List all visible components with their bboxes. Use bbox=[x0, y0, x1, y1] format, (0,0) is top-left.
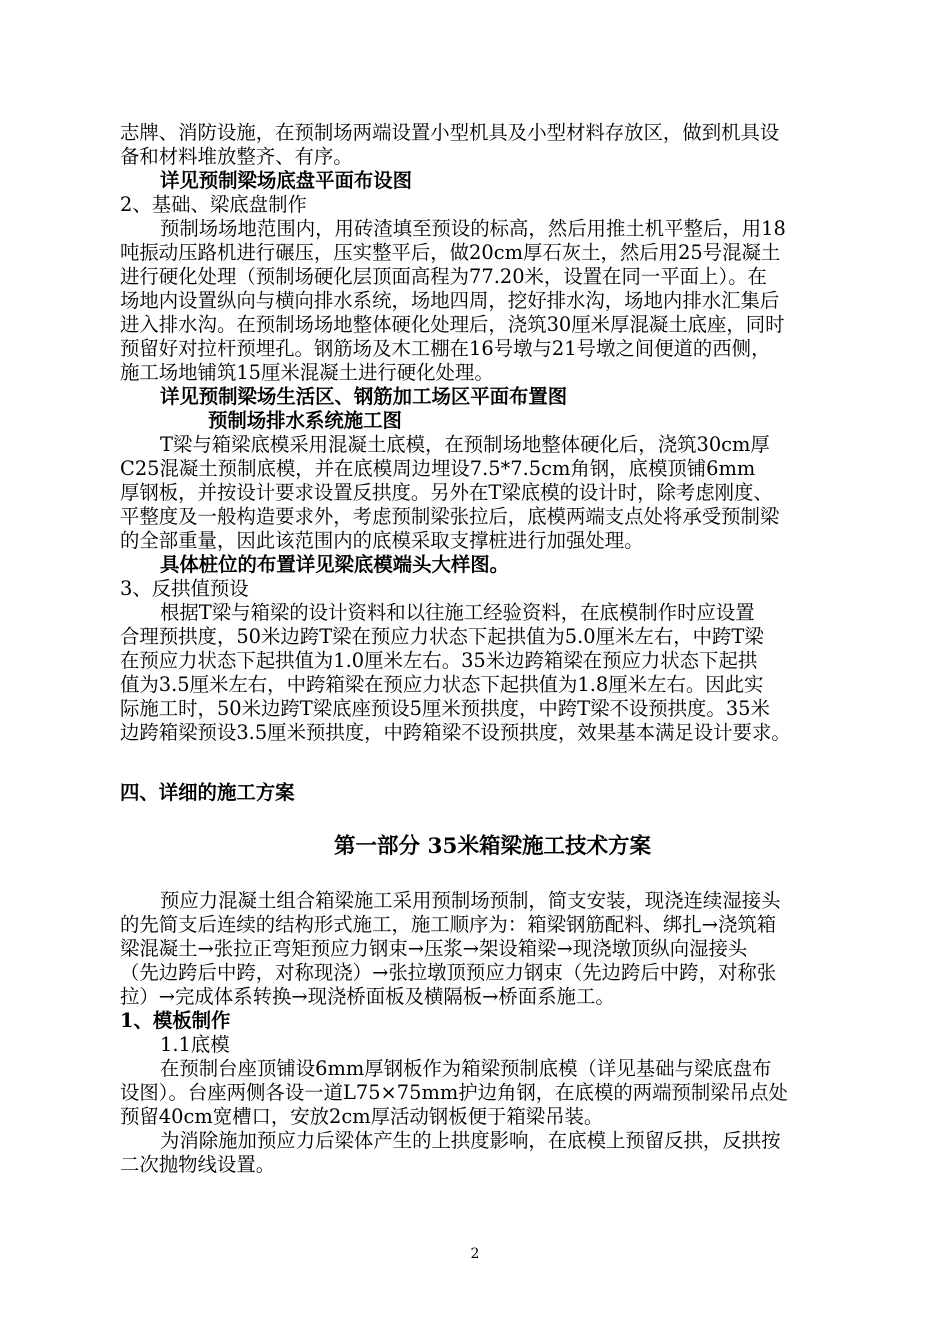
paragraph-line: 预制场场地范围内，用砖渣填至预设的标高，然后用推土机平整后，用18 bbox=[160, 217, 786, 240]
figure-reference: 详见预制梁场底盘平面布设图 bbox=[160, 169, 413, 192]
paragraph-line: T梁与箱梁底模采用混凝土底模，在预制场地整体硬化后，浇筑30cm厚 bbox=[160, 433, 770, 456]
paragraph-line: 值为3.5厘米左右，中跨箱梁在预应力状态下起拱值为1.8厘米左右。因此实 bbox=[120, 673, 764, 696]
paragraph-line: 的先简支后连续的结构形式施工，施工顺序为：箱梁钢筋配料、绑扎→浇筑箱 bbox=[120, 913, 777, 936]
paragraph-line: 设图）。台座两侧各设一道L75×75mm护边角钢，在底模的两端预制梁吊点处 bbox=[120, 1081, 788, 1104]
paragraph-line: 边跨箱梁预设3.5厘米预拱度，中跨箱梁不设预拱度，效果基本满足设计要求。 bbox=[120, 721, 791, 744]
paragraph-line: 拉）→完成体系转换→现浇桥面板及横隔板→桥面系施工。 bbox=[120, 985, 615, 1008]
paragraph-line: 际施工时，50米边跨T梁底座预设5厘米预拱度，中跨T梁不设预拱度。35米 bbox=[120, 697, 770, 720]
paragraph-line: 厚钢板，并按设计要求设置反拱度。另外在T梁底模的设计时，除考虑刚度、 bbox=[120, 481, 773, 504]
paragraph-line: 志牌、消防设施，在预制场两端设置小型机具及小型材料存放区，做到机具设 bbox=[120, 121, 780, 144]
paragraph-line: 根据T梁与箱梁的设计资料和以往施工经验资料，在底模制作时应设置 bbox=[160, 601, 755, 624]
paragraph-line: C25混凝土预制底模，并在底模周边埋设7.5*7.5cm角钢，底模顶铺6mm bbox=[120, 457, 756, 480]
part-title: 第一部分 35米箱梁施工技术方案 bbox=[334, 834, 651, 859]
section-heading-4: 四、详细的施工方案 bbox=[120, 781, 295, 804]
document-page bbox=[120, 121, 865, 1177]
paragraph-line: 吨振动压路机进行碾压，压实整平后，做20cm厚石灰土，然后用25号混凝土 bbox=[120, 241, 781, 264]
paragraph-line: 预应力混凝土组合箱梁施工采用预制场预制，简支安装，现浇连续湿接头 bbox=[160, 889, 781, 912]
paragraph-line: 合理预拱度，50米边跨T梁在预应力状态下起拱值为5.0厘米左右，中跨T梁 bbox=[120, 625, 764, 648]
paragraph-line: 为消除施加预应力后梁体产生的上拱度影响，在底模上预留反拱，反拱按 bbox=[160, 1129, 781, 1152]
paragraph-line: 进入排水沟。在预制场场地整体硬化处理后，浇筑30厘米厚混凝土底座，同时 bbox=[120, 313, 785, 336]
paragraph-line: （先边跨后中跨，对称现浇）→张拉墩顶预应力钢束（先边跨后中跨，对称张 bbox=[120, 961, 777, 984]
figure-reference: 详见预制梁场生活区、钢筋加工场区平面布置图 bbox=[160, 385, 568, 408]
paragraph-line: 梁混凝土→张拉正弯矩预应力钢束→压浆→架设箱梁→现浇墩顶纵向湿接头 bbox=[120, 937, 748, 960]
paragraph-line: 平整度及一般构造要求外，考虑预制梁张拉后，底模两端支点处将承受预制梁 bbox=[120, 505, 780, 528]
paragraph-line: 预留40cm宽槽口，安放2cm厚活动钢板便于箱梁吊装。 bbox=[120, 1105, 604, 1128]
paragraph-line: 在预制台座顶铺设6mm厚钢板作为箱梁预制底模（详见基础与梁底盘布 bbox=[160, 1057, 772, 1080]
figure-reference: 具体桩位的布置详见梁底模端头大样图。 bbox=[160, 553, 510, 576]
paragraph-line: 二次抛物线设置。 bbox=[120, 1153, 276, 1176]
page-number: 2 bbox=[470, 1246, 480, 1262]
subheading-3: 3、反拱值预设 bbox=[120, 577, 249, 600]
paragraph-line: 施工场地铺筑15厘米混凝土进行硬化处理。 bbox=[120, 361, 494, 384]
subheading-2: 2、基础、梁底盘制作 bbox=[120, 193, 307, 216]
subheading-1-1: 1.1底模 bbox=[160, 1033, 230, 1056]
paragraph-line: 在预应力状态下起拱值为1.0厘米左右。35米边跨箱梁在预应力状态下起拱 bbox=[120, 649, 758, 672]
paragraph-line: 的全部重量，因此该范围内的底模采取支撑桩进行加强处理。 bbox=[120, 529, 644, 552]
paragraph-line: 场地内设置纵向与横向排水系统，场地四周，挖好排水沟，场地内排水汇集后 bbox=[120, 289, 780, 312]
paragraph-line: 进行硬化处理（预制场硬化层顶面高程为77.20米，设置在同一平面上）。在 bbox=[120, 265, 767, 288]
paragraph-line: 备和材料堆放整齐、有序。 bbox=[120, 145, 353, 168]
subheading-1: 1、模板制作 bbox=[120, 1009, 231, 1032]
figure-reference: 预制场排水系统施工图 bbox=[208, 409, 402, 432]
paragraph-line: 预留好对拉杆预埋孔。钢筋场及木工棚在16号墩与21号墩之间便道的西侧， bbox=[120, 337, 771, 360]
